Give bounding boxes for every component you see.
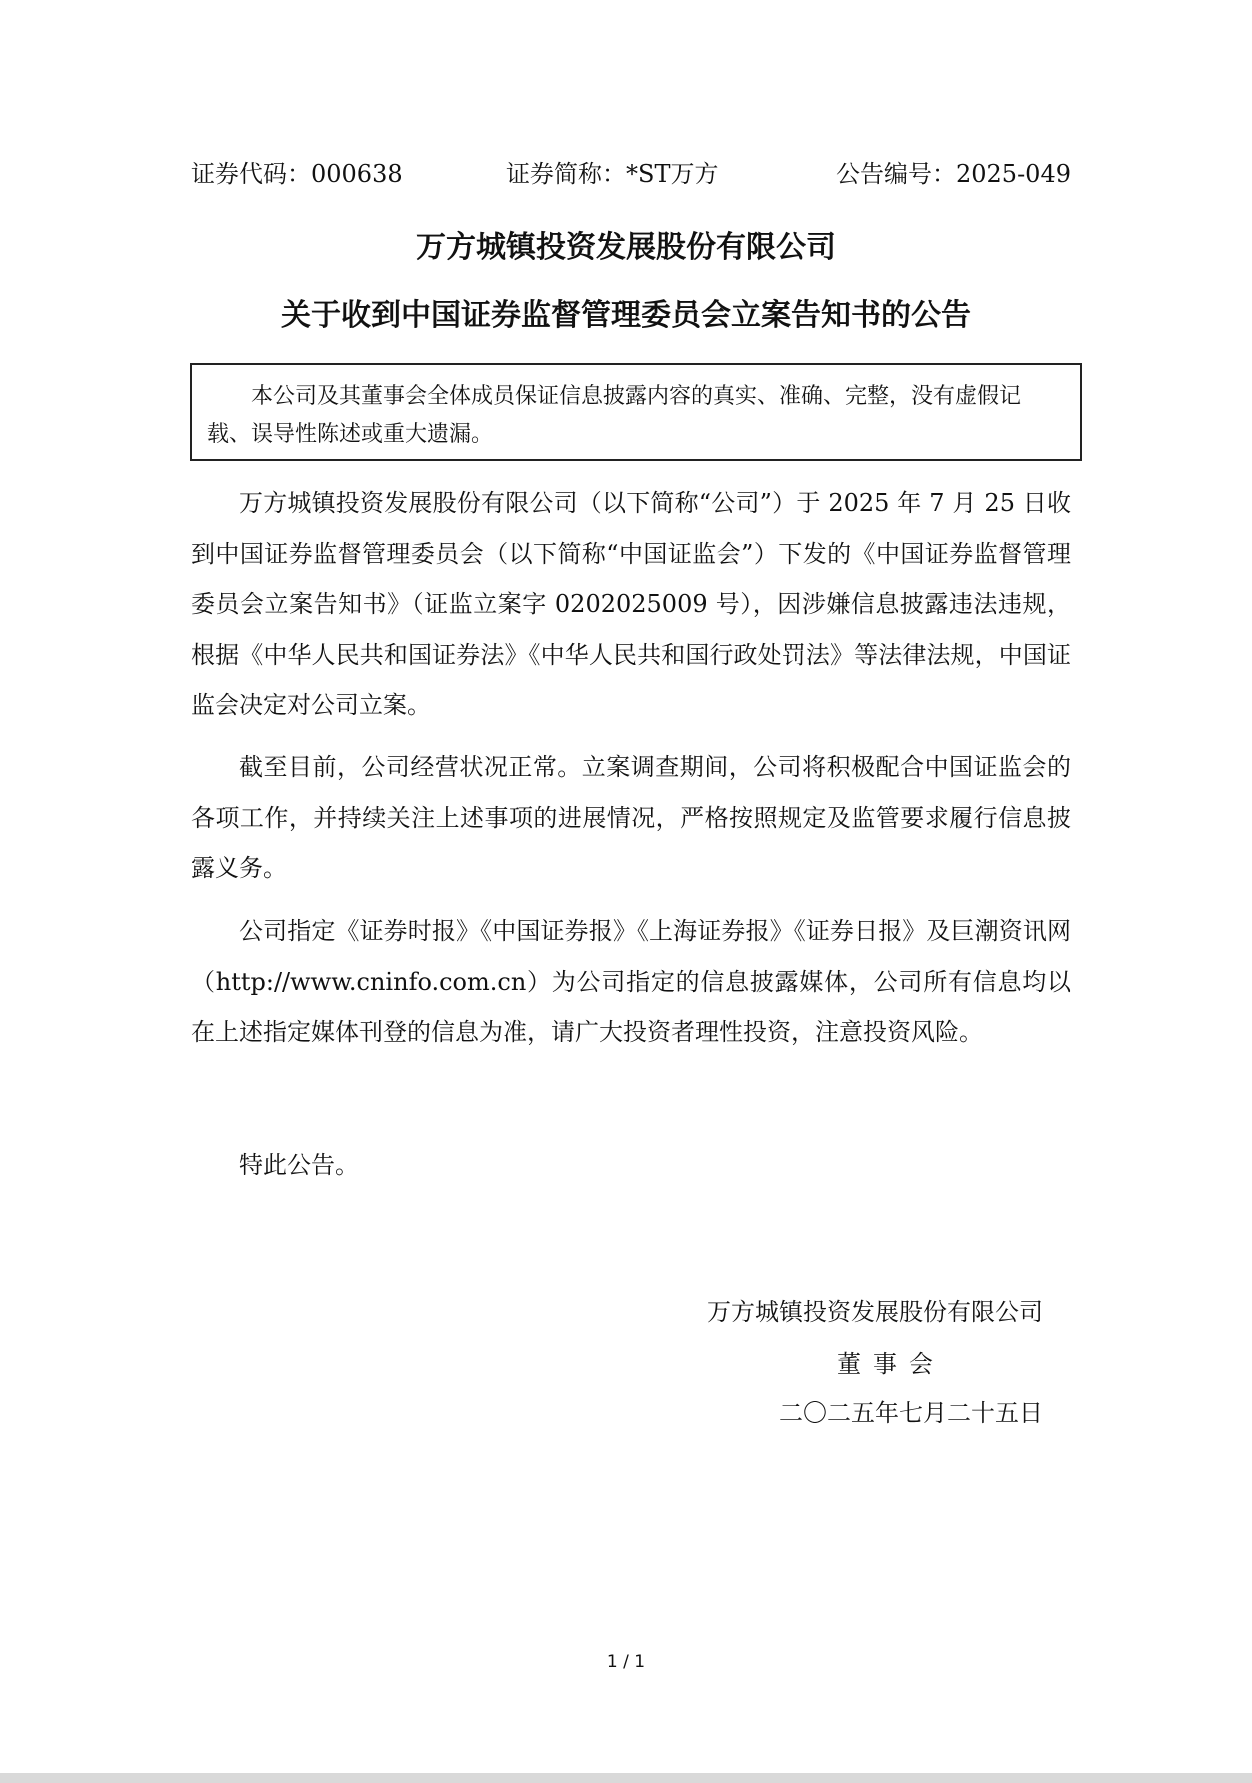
security-abbreviation: 证券简称：*ST万方 <box>506 160 719 188</box>
paragraph-text: 截至目前，公司经营状况正常。立案调查期间，公司将积极配合中国证监会的各项工作，并持续关注上述事项的进展情况，严格按照规定及监管要求履行信息披露义务。 <box>191 753 1071 882</box>
paragraph-filing-notice <box>191 478 1071 731</box>
paragraph-text: 特此公告。 <box>239 1151 359 1179</box>
announcement-header <box>191 156 1071 192</box>
paragraph-text: 万方城镇投资发展股份有限公司（以下简称“公司”）于 2025 年 7 月 25 日收到中国证券监督管理委员会（以下简称“中国证监会”）下发的《中国证券监督管理委员会立案告知书》（证监立案字 0202025009 号），因涉嫌信息披露违法违规，根据《中华人民共和国证券法》《中华人民共和国行政处罚法》等法律法规，中国证监会决定对公司立案。 <box>191 489 1071 719</box>
disclosure-statement: 本公司及其董事会全体成员保证信息披露内容的真实、准确、完整，没有虚假记载、误导性陈述或重大遗漏。 <box>207 384 1022 447</box>
announcement-number: 公告编号：2025-049 <box>836 160 1071 188</box>
paragraph-closing <box>191 1140 1071 1191</box>
paragraph-text: 公司指定《证券时报》《中国证券报》《上海证券报》《证券日报》及巨潮资讯网（http://www.cninfo.com.cn）为公司指定的信息披露媒体，公司所有信息均以在上述指定媒体刊登的信息为准，请广大投资者理性投资，注意投资风险。 <box>191 917 1071 1046</box>
signature-company: 万方城镇投资发展股份有限公司 <box>707 1298 1043 1326</box>
disclosure-statement-box <box>190 363 1082 461</box>
announcement-title: 关于收到中国证券监督管理委员会立案告知书的公告 <box>281 298 971 333</box>
page-number: 1 / 1 <box>606 1652 646 1672</box>
signature-date: 二〇二五年七月二十五日 <box>779 1399 1043 1427</box>
company-title: 万方城镇投资发展股份有限公司 <box>416 230 836 265</box>
paragraph-media <box>191 906 1071 1058</box>
signature-board: 董事会 <box>837 1350 945 1378</box>
security-code: 证券代码：000638 <box>191 160 403 188</box>
paragraph-operations <box>191 742 1071 894</box>
viewer-bottom-edge <box>0 1773 1252 1783</box>
